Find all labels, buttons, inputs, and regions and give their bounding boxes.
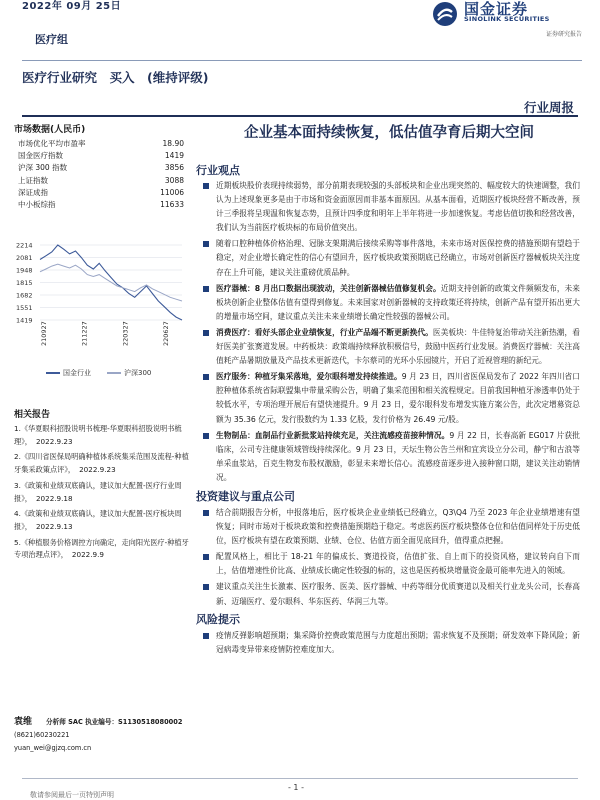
bullet-square-icon: [203, 510, 209, 516]
analyst-info: [14, 716, 196, 755]
view-paragraphs: [202, 179, 580, 485]
chart-y-tick: 1551: [16, 304, 33, 312]
bullet-square-icon: [203, 633, 209, 639]
related-item-title: 2.《四川省医保局明确种植体系统集采范围及流程-种植牙集采政策点评》: [14, 452, 189, 475]
market-row: [14, 187, 186, 199]
page-number: - 1 -: [288, 783, 304, 792]
legend-swatch-industry: [46, 371, 60, 375]
disclaimer-note: 敬请参阅最后一页特别声明: [30, 791, 114, 799]
paragraph-lead: 生物制品：血制品行业新批浆站持续充足，关注流感疫苗接种情况。: [216, 430, 450, 440]
related-item[interactable]: [14, 537, 190, 562]
footer-rule: [22, 778, 578, 779]
main-body: [196, 162, 580, 659]
related-item[interactable]: [14, 423, 190, 448]
bullet-square-icon: [203, 554, 209, 560]
related-item-title: 3.《政策和业绩双底确认，建议加大配置-医疗行业周报》: [14, 480, 182, 503]
related-item-date: 2022.9.23: [79, 465, 116, 475]
brand-name-cn: 国金证券: [464, 0, 529, 18]
section-heading-view: 行业观点: [196, 164, 240, 177]
view-paragraph: [202, 179, 580, 235]
sinolink-logo-icon: [432, 1, 458, 27]
index-chart: [14, 240, 186, 380]
market-label: 上证指数: [18, 175, 48, 185]
related-item-sep: ，: [24, 521, 32, 531]
chart-x-tick: 220627: [162, 321, 170, 346]
index-line-chart: [14, 240, 186, 368]
related-item-date: 2022.9.9: [71, 550, 104, 560]
view-paragraph: [202, 370, 580, 426]
related-item-sep: ，: [24, 493, 32, 503]
chart-x-tick: 220327: [121, 321, 130, 346]
legend-swatch-hs300: [107, 371, 121, 375]
report-title: 企业基本面持续恢复，低估值孕育后期大空间: [244, 125, 534, 141]
chart-y-tick: 2214: [16, 241, 33, 250]
view-paragraph: [202, 237, 580, 279]
paragraph-text: 随着口腔种植体价格治理、冠脉支架期满后接续采购等事件落地，未来市场对医保控费的措施预期有望趋于稳定，对企业增长确定性的信心有望回升，医疗板块政策预期底已经确立，市场对创新医疗器械板块关注度存在上升可能，建议关注重磅优质品种。: [216, 239, 580, 277]
market-data-panel: [14, 122, 186, 211]
market-row: [14, 199, 186, 211]
suggest-paragraph: [202, 580, 580, 608]
section-heading-suggest: 投资建议与重点公司: [196, 489, 295, 503]
related-item-title: 4.《政策和业绩双底确认，建议加大配置-医疗板块周报》: [14, 509, 182, 531]
view-paragraph: [202, 429, 580, 485]
paragraph-text: 9 月 22 日，长春高新 EG017 片获批临床，公司专注健康领域管线持续深化。9 月 23 日，天坛生物公告兰州和宜宾设立分公司，静宁和古浪等单采血浆站，百克生物发布股权激励，彰显未来增长信心。流感疫苗逐步进入接种窗口期，建议关注动销情况。: [216, 430, 580, 482]
paragraph-text: 疫情反弹影响超预期；集采降价控费政策范围与力度超出预期；需求恢复不及预期；研发效率下降风险；新冠病毒变异带来疫情防控难度加大。: [216, 630, 580, 654]
bullet-square-icon: [203, 241, 209, 247]
header-rule: [22, 115, 578, 117]
bullet-square-icon: [203, 330, 209, 336]
report-date: 2022年 09月 25日: [22, 1, 122, 12]
related-item-sep: ，: [60, 550, 68, 560]
related-item[interactable]: [14, 451, 190, 476]
related-item-title: 1.《华夏眼科招股说明书梳理-华夏眼科招股说明书梳理》: [14, 424, 182, 446]
market-data-table: [14, 138, 186, 211]
paragraph-text: 医美板块：牛佳特复治带动关注新热潮，看好医美扩张赛道发展。中药板块：政策端持续释放积极信号，鼓励中医药行业发展。消费医疗器械：关注高值耗产品暑期放量及产品技术更新迭代，卡尔蔡司的光环小乐园镜片，开启了近视管理的新纪元。: [216, 327, 580, 366]
market-data-heading: 市场数据(人民币): [14, 125, 86, 135]
market-label: 深证成指: [18, 187, 48, 197]
market-label: 国金医疗指数: [18, 151, 63, 161]
related-item-date: 2022.9.13: [35, 521, 73, 531]
paragraph-lead: 消费医疗：看好头部企业业绩恢复，行业产品端不断更新换代。: [216, 327, 433, 337]
related-item-sep: ，: [67, 465, 76, 475]
chart-y-tick: 2081: [16, 254, 33, 262]
analyst-role: 分析师 SAC 执业编号：S1130518080002: [46, 718, 183, 726]
risk-paragraph: [202, 629, 580, 657]
market-row: [14, 150, 186, 162]
related-item-date: 2022.9.23: [35, 436, 73, 446]
section-heading-risk: 风险提示: [196, 612, 240, 626]
legend-label-hs300: 沪深300: [124, 369, 152, 377]
related-item-sep: ，: [24, 436, 32, 446]
bullet-square-icon: [203, 374, 209, 380]
related-item-title: 5.《种植服务价格调控方向确定，走向阳光医疗-种植牙专项治理点评》: [14, 537, 189, 560]
paragraph-text: 近期板块股价表现持续弱势，部分前期表现较强的头部板块和企业出现突然的、幅度较大的快速调整，我们认为上述现象更多是由于市场和资金面原因而非基本面原因。从基本面看，近期医疗板块经营不断改善，预计三季报将呈现温和恢复态势，且预计四季度和明年上半年将进一步加速恢复。考虑估值切换和经营改善，我们认为当前医疗板块标的布局价值突出。: [216, 181, 580, 233]
market-label: 中小板综指: [18, 200, 56, 210]
risk-paragraphs: [202, 629, 580, 657]
market-label: 市场优化平均市盈率: [18, 139, 86, 148]
paragraph-text: 配置风格上，相比于 18-21 年的偏成长、赛道投资，估值扩张、自上而下的投资风格，建议转向自下而上，估值增速性价比高、业绩成长确定性较强的标的，这也是医药板块增量资金最可能率先进入的领域。: [216, 552, 580, 576]
analyst-name: 袁维: [14, 717, 33, 727]
related-reports: [14, 407, 190, 562]
brand-name-en: SINOLINK SECURITIES: [464, 15, 550, 23]
legend-item-hs300: [107, 368, 151, 378]
paragraph-text: 结合前期报告分析，中报落地后，医疗板块企业业绩低已经确立，Q3\Q4 乃至 2023 年企业业绩增速有望恢复；同时市场对于板块政策和控费措施预期趋于稳定。考虑医药医疗板块整体仓位和估值同样处于历史低位，医疗板块有望在政策预期、业绩、仓位、估值方面全面见底回升，值得重点把握。: [216, 507, 580, 546]
chart-x-tick: 211227: [80, 321, 89, 346]
related-heading: 相关报告: [14, 410, 51, 420]
header-divider: [22, 60, 582, 61]
chart-y-tick: 1948: [16, 266, 33, 275]
market-value: 11633: [160, 200, 184, 210]
suggest-paragraphs: [202, 506, 580, 609]
brand-logo: [432, 0, 582, 42]
related-item[interactable]: [14, 480, 190, 505]
market-row: [14, 162, 186, 174]
bullet-square-icon: [203, 183, 209, 189]
related-item[interactable]: [14, 508, 190, 533]
analyst-email: yuan_wei@gjzq.com.cn: [14, 744, 92, 752]
related-item-date: 2022.9.18: [35, 493, 73, 503]
suggest-paragraph: [202, 506, 580, 548]
view-paragraph: [202, 282, 580, 324]
related-list: [14, 423, 190, 562]
suggest-paragraph: [202, 550, 580, 578]
analyst-phone: (8621)60230221: [14, 731, 70, 739]
paragraph-text: 近期支持创新的政策文件频频发布，未来板块创新企业整体估值有望得到修复。未来国家对创新器械的支持政策还将持续，创新产品有望开拓出更大的增量市场空间，建议重点关注未来业绩增长确定性较强的器械公司。: [216, 283, 580, 321]
market-value: 3088: [164, 175, 184, 185]
market-row: [14, 175, 186, 187]
chart-y-tick: 1815: [16, 279, 33, 287]
rating-line: 医疗行业研究 买入 (维持评级): [22, 70, 209, 85]
market-value: 11006: [160, 187, 184, 197]
view-paragraph: [202, 326, 580, 368]
chart-legend: [46, 368, 151, 378]
chart-y-tick: 1682: [16, 291, 33, 300]
market-row: [14, 138, 186, 150]
market-value: 18.90: [162, 139, 184, 148]
market-value: 3856: [164, 163, 184, 173]
paragraph-text: 建议重点关注生长激素、医疗服务、医美、医疗器械、中药等细分优质赛道以及相关行业龙头公司，长春高新、迈瑞医疗、爱尔眼科、华东医药、华润三九等。: [216, 582, 580, 606]
market-value: 1419: [164, 151, 184, 161]
team-label: 医疗组: [35, 33, 68, 46]
paragraph-lead: 医疗器械：8 月出口数据出现波动，关注创新器械估值修复机会。: [216, 283, 441, 293]
bullet-square-icon: [203, 433, 209, 439]
brand-subtitle: 证券研究报告: [545, 31, 582, 38]
chart-x-tick: 210927: [40, 321, 48, 346]
analyst-row: [14, 716, 196, 729]
legend-item-industry: [46, 368, 91, 378]
paragraph-text: 9 月 23 日，四川省医保局发布了 2022 年四川省口腔种植体系统省际联盟集中带量采购公告，明确了集采范围和相关流程规定。目前我国种植牙渗透率仍处于较低水平，专项治理开展后有望快速提升。9 月 23 日，爱尔眼科发布增发实施方案公告，此次定增募资总额为 35.36 亿元，发行股数约为 1.33 亿股，发行价格为 26.49 元/股。: [216, 372, 580, 424]
report-type: 行业周报: [523, 100, 574, 115]
chart-y-tick: 1419: [16, 316, 33, 325]
bullet-square-icon: [203, 286, 209, 292]
market-label: 沪深 300 指数: [18, 163, 68, 173]
legend-label-industry: 国金行业: [63, 369, 91, 377]
paragraph-lead: 医疗服务：种植牙集采落地，爱尔眼科增发持续推进。: [216, 372, 402, 382]
bullet-square-icon: [203, 584, 209, 590]
